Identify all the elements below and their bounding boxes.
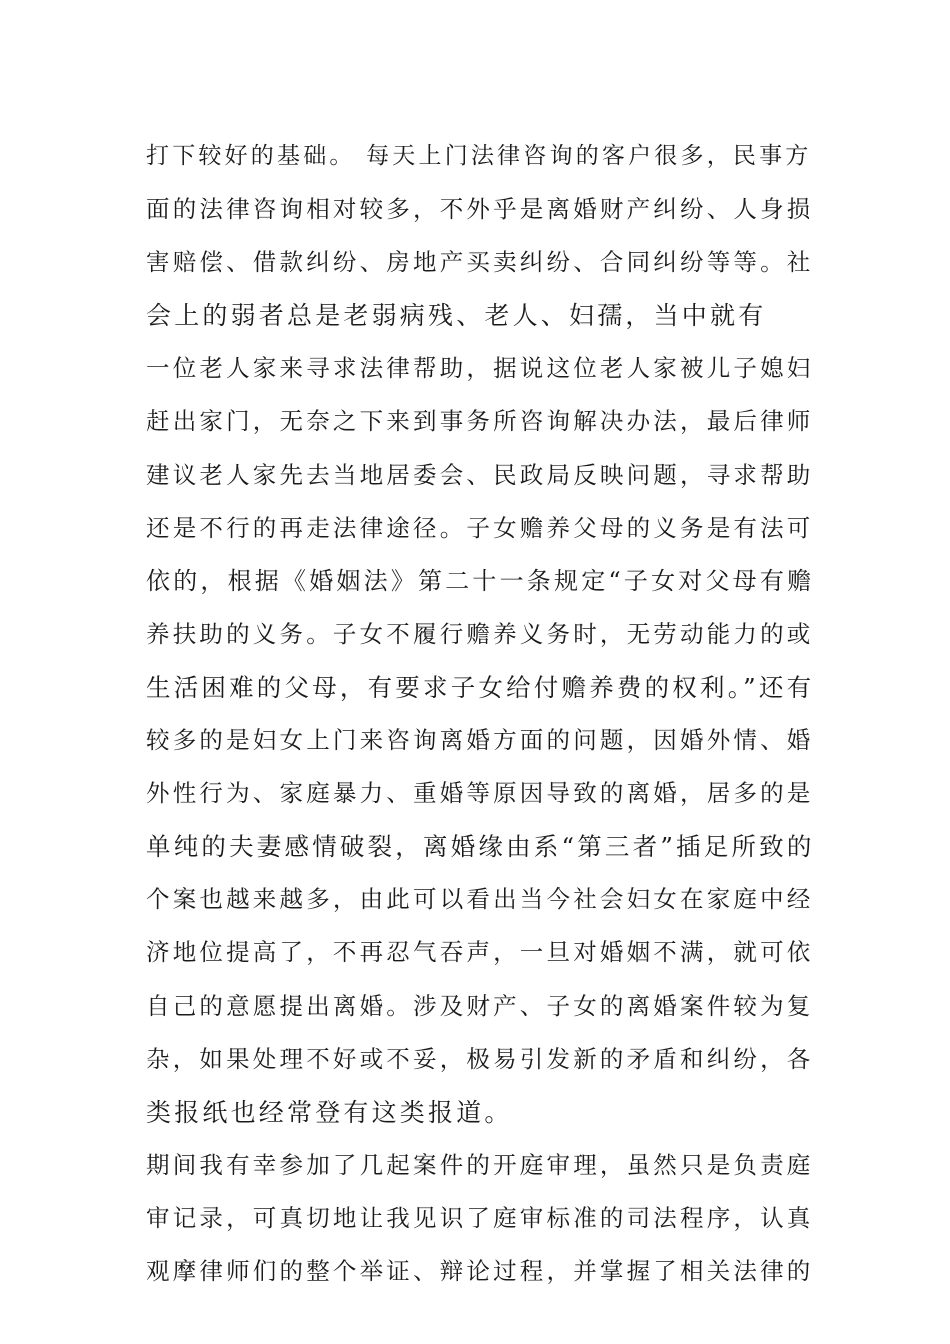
text-line: 害赔偿、借款纠纷、房地产买卖纠纷、合同纠纷等等。社 xyxy=(146,248,814,277)
text-line: 养扶助的义务。子女不履行赡养义务时，无劳动能力的或 xyxy=(146,619,814,648)
text-line: 还是不行的再走法律途径。子女赡养父母的义务是有法可 xyxy=(146,513,814,542)
text-line: 较多的是妇女上门来咨询离婚方面的问题，因婚外情、婚 xyxy=(146,726,814,755)
text-line: 依的，根据《婚姻法》第二十一条规定“子女对父母有赡 xyxy=(146,566,815,595)
text-line: 审记录，可真切地让我见识了庭审标准的司法程序，认真 xyxy=(146,1203,814,1232)
text-line: 个案也越来越多，由此可以看出当今社会妇女在家庭中经 xyxy=(146,885,814,914)
text-line: 济地位提高了，不再忍气吞声，一旦对婚姻不满，就可依 xyxy=(146,938,814,967)
text-line: 打下较好的基础。 每天上门法律咨询的客户很多，民事方 xyxy=(146,143,812,169)
body-text xyxy=(146,130,816,1298)
text-line: 期间我有幸参加了几起案件的开庭审理，虽然只是负责庭 xyxy=(146,1150,814,1179)
text-line: 会上的弱者总是老弱病残、老人、妇孺，当中就有 xyxy=(146,301,767,331)
text-line: 外性行为、家庭暴力、重婚等原因导致的离婚，居多的是 xyxy=(146,779,814,808)
text-line: 单纯的夫妻感情破裂，离婚缘由系“第三者”插足所致的 xyxy=(146,832,815,862)
text-line: 面的法律咨询相对较多，不外乎是离婚财产纠纷、人身损 xyxy=(146,195,814,224)
text-line: 赶出家门，无奈之下来到事务所咨询解决办法，最后律师 xyxy=(146,407,814,436)
text-line: 杂，如果处理不好或不妥，极易引发新的矛盾和纠纷，各 xyxy=(146,1044,814,1073)
text-line: 观摩律师们的整个举证、辩论过程，并掌握了相关法律的 xyxy=(146,1256,814,1285)
text-line: 建议老人家先去当地居委会、民政局反映问题，寻求帮助 xyxy=(146,460,814,489)
text-line: 一位老人家来寻求法律帮助，据说这位老人家被儿子媳妇 xyxy=(146,354,814,383)
text-line: 生活困难的父母，有要求子女给付赡养费的权利。”还有 xyxy=(146,672,815,702)
text-line: 自己的意愿提出离婚。涉及财产、子女的离婚案件较为复 xyxy=(146,991,814,1020)
text-line: 类报纸也经常登有这类报道。 xyxy=(146,1097,513,1127)
